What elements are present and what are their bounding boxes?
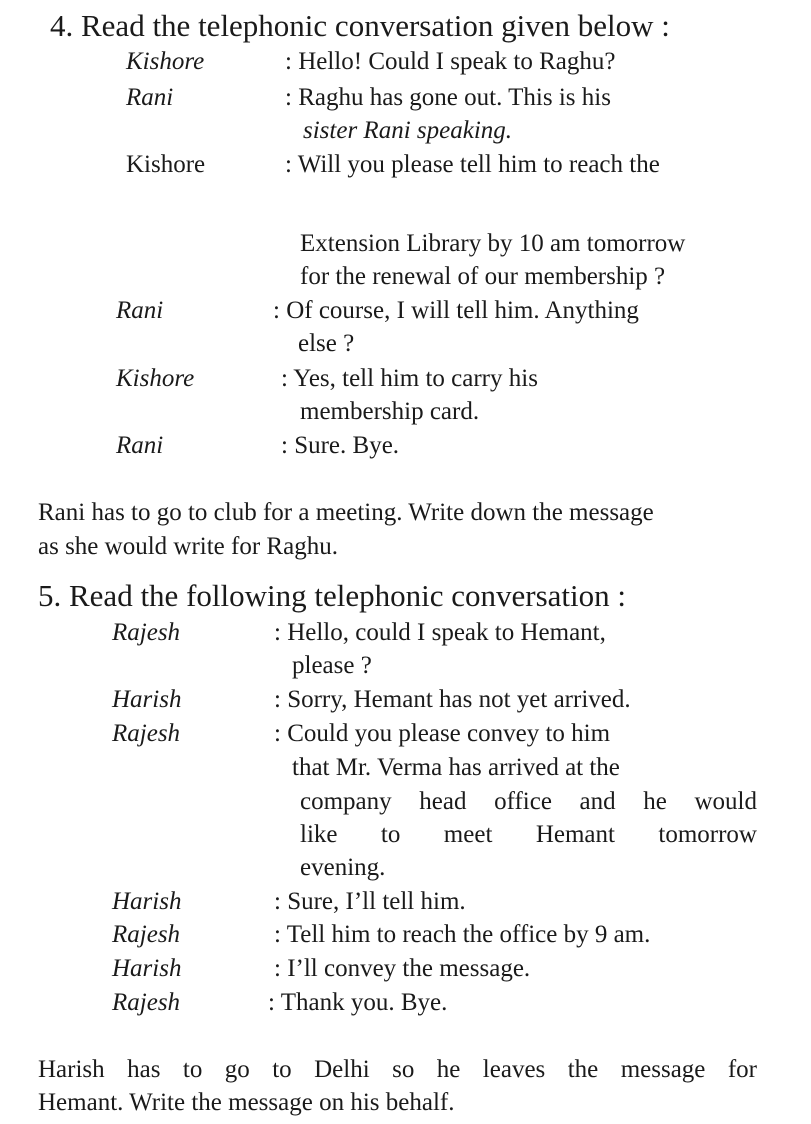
- q4-line-4-cont: else ?: [298, 330, 355, 357]
- q4-line-2-cont: sister Rani speaking.: [303, 117, 513, 144]
- q5-task-line-1: Harish has to go to Delhi so he leaves the message for: [38, 1056, 757, 1083]
- q4-task-line-2: as she would write for Raghu.: [38, 533, 338, 560]
- q5-line-3: : Could you please convey to him: [274, 720, 611, 747]
- q4-line-6: : Sure. Bye.: [281, 432, 400, 459]
- q5-speaker-harish-1: Harish: [112, 686, 182, 713]
- q4-speaker-kishore-1: Kishore: [126, 48, 205, 75]
- q5-speaker-harish-3: Harish: [112, 955, 182, 982]
- q4-speaker-kishore-3: Kishore: [116, 365, 195, 392]
- q5-line-4: : Sure, I’ll tell him.: [274, 888, 466, 915]
- q4-heading: 4. Read the telephonic conversation given below :: [50, 8, 670, 43]
- q4-speaker-rani-2: Rani: [116, 297, 164, 324]
- q5-line-1-cont: please ?: [292, 652, 372, 679]
- q5-line-3-cont-3: like to meet Hemant tomorrow: [300, 821, 757, 848]
- q5-line-3-cont-1: that Mr. Verma has arrived at the: [292, 754, 620, 781]
- q4-line-2: : Raghu has gone out. This is his: [285, 84, 611, 111]
- q4-line-3: : Will you please tell him to reach the: [285, 151, 660, 178]
- q5-line-1: : Hello, could I speak to Hemant,: [274, 619, 606, 646]
- q4-task-line-1: Rani has to go to club for a meeting. Write down the message: [38, 499, 654, 526]
- q4-speaker-rani-3: Rani: [116, 432, 164, 459]
- q4-speaker-rani-1: Rani: [126, 84, 174, 111]
- q4-line-5-cont: membership card.: [300, 398, 480, 425]
- q5-line-7: : Thank you. Bye.: [268, 989, 448, 1016]
- q5-line-3-cont-2: company head office and he would: [300, 788, 757, 815]
- q5-speaker-rajesh-4: Rajesh: [112, 989, 181, 1016]
- q4-line-1: : Hello! Could I speak to Raghu?: [285, 48, 616, 75]
- q4-line-3-cont-2: for the renewal of our membership ?: [300, 263, 666, 290]
- q5-speaker-rajesh-1: Rajesh: [112, 619, 181, 646]
- q4-line-4: : Of course, I will tell him. Anything: [273, 297, 639, 324]
- q5-heading: 5. Read the following telephonic conversation :: [38, 578, 626, 613]
- q5-speaker-rajesh-2: Rajesh: [112, 720, 181, 747]
- q5-line-2: : Sorry, Hemant has not yet arrived.: [274, 686, 631, 713]
- q4-line-5: : Yes, tell him to carry his: [281, 365, 538, 392]
- q5-task-line-2: Hemant. Write the message on his behalf.: [38, 1089, 455, 1116]
- q5-line-5: : Tell him to reach the office by 9 am.: [274, 921, 651, 948]
- q5-speaker-harish-2: Harish: [112, 888, 182, 915]
- q5-speaker-rajesh-3: Rajesh: [112, 921, 181, 948]
- q4-speaker-kishore-2: Kishore: [126, 151, 206, 178]
- q5-line-6: : I’ll convey the message.: [274, 955, 531, 982]
- q4-line-3-cont-1: Extension Library by 10 am tomorrow: [300, 230, 686, 257]
- q5-line-3-cont-4: evening.: [300, 854, 386, 881]
